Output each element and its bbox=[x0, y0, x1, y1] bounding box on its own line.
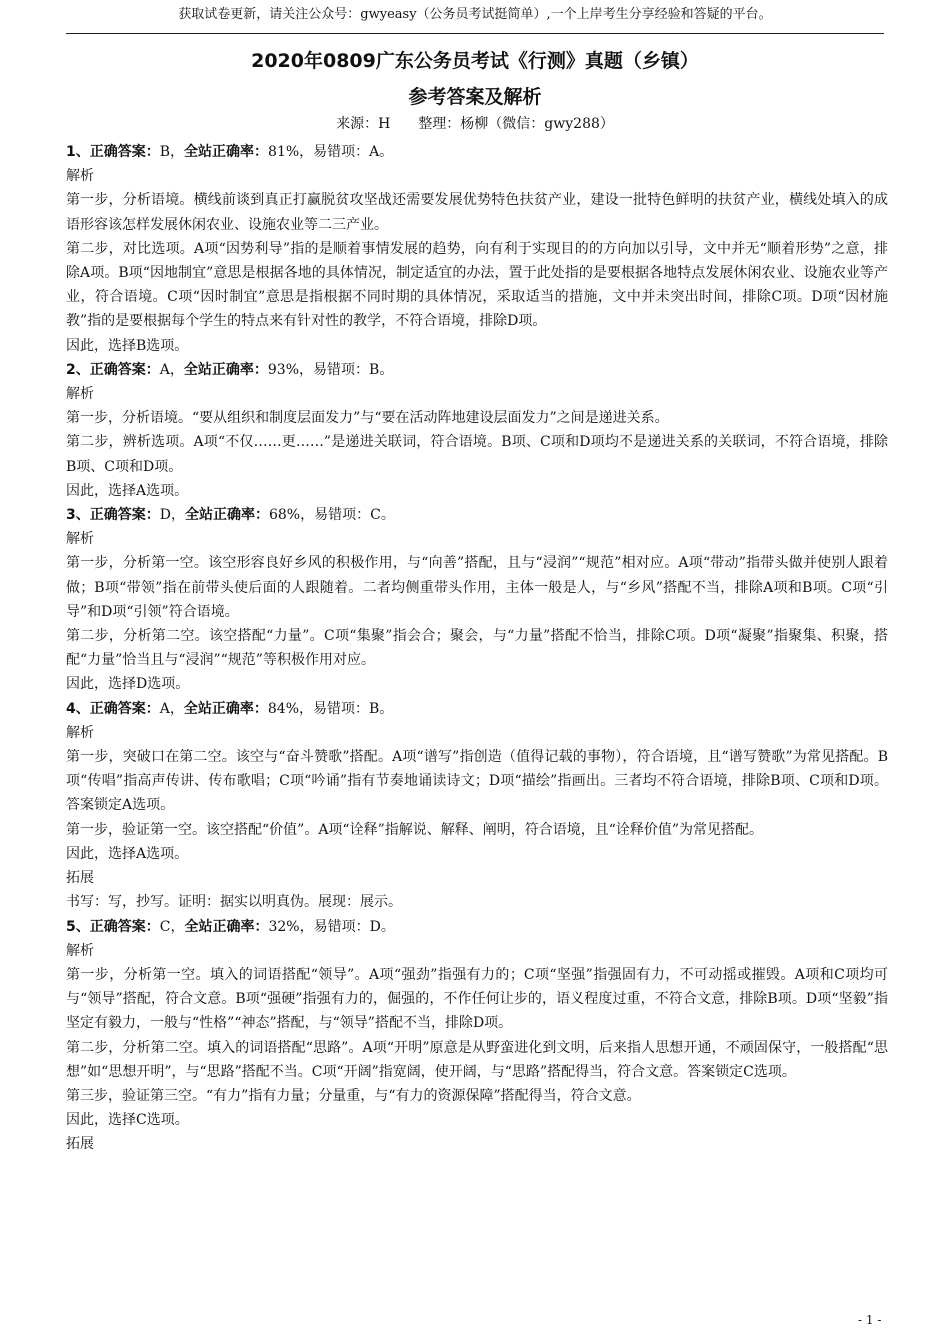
question-4-extension-text: 书写：写，抄写。证明：据实以明真伪。展现：展示。 bbox=[66, 894, 402, 911]
question-4-section-label: 解析 bbox=[66, 724, 94, 741]
source-line bbox=[0, 114, 950, 134]
question-3-answer-line: 3、正确答案：D，全站正确率：68%，易错项：C。 bbox=[66, 507, 395, 524]
question-3-paragraph: 第一步，分析第一空。该空形容良好乡风的积极作用，与“向善”搭配，且与“浸润”“规范”相对应。A项“带动”指带头做并使别人跟着做；B项“带领”指在前带头使后面的人跟随着。二者均侧重带头作用，主体一般是人，与“乡风”搭配不当，排除A项和B项。C项“引导”和D项“引领”符合语境。 bbox=[66, 555, 888, 620]
question-1-answer-line: 1、正确答案：B，全站正确率：81%，易错项：A。 bbox=[66, 144, 394, 160]
question-5-paragraph: 第二步，分析第二空。填入的词语搭配“思路”。A项“开明”原意是从野蛮进化到文明，后来指人思想开通，不顽固保守，一般搭配“思想”如“思想开明”，与“思路”搭配不当。C项“开阔”指宽阔，使开阔，与“思路”搭配得当，符合文意。答案锁定C选项。 bbox=[66, 1039, 888, 1080]
question-1-conclusion: 因此，选择B选项。 bbox=[66, 337, 189, 354]
header-note: 获取试卷更新，请关注公众号：gwyeasy（公务员考试挺简单）,一个上岸考生分享经验和答疑的平台。 bbox=[178, 7, 772, 22]
header-divider bbox=[66, 33, 884, 34]
answer-content bbox=[66, 140, 888, 1157]
question-4-answer-line: 4、正确答案：A，全站正确率：84%，易错项：B。 bbox=[66, 700, 394, 717]
source-text: 来源：H bbox=[336, 116, 391, 132]
question-4-extension-label: 拓展 bbox=[66, 870, 94, 887]
page-number: - 1 - bbox=[858, 1313, 882, 1327]
question-5-paragraph: 第三步，验证第三空。“有力”指有力量；分量重，与“有力的资源保障”搭配得当，符合文意。 bbox=[66, 1087, 641, 1104]
question-3-paragraph: 第二步，分析第二空。该空搭配“力量”。C项“集聚”指会合；聚会，与“力量”搭配不恰当，排除C项。D项“凝聚”指聚集、积聚，搭配“力量”恰当且与“浸润”“规范”等积极作用对应。 bbox=[66, 628, 888, 669]
question-5-paragraph: 第一步，分析第一空。填入的词语搭配“领导”。A项“强劲”指强有力的；C项“坚强”指强固有力，不可动摇或摧毁。A项和C项均可与“领导”搭配，符合文意。B项“强硬”指强有力的，倔强的，不作任何让步的，语义程度过重，不符合文意，排除B项。D项“坚毅”指坚定有毅力，一般与“性格”“神态”搭配，与“领导”搭配不当，排除D项。 bbox=[66, 966, 888, 1032]
question-5-section-label: 解析 bbox=[66, 942, 94, 959]
question-2-section-label: 解析 bbox=[66, 386, 94, 403]
question-5-conclusion: 因此，选择C选项。 bbox=[66, 1112, 189, 1129]
question-4-conclusion: 因此，选择A选项。 bbox=[66, 845, 189, 862]
question-2-paragraph: 第一步，分析语境。“要从组织和制度层面发力”与“要在活动阵地建设层面发力”之间是递进关系。 bbox=[66, 410, 669, 427]
question-4-paragraph: 第一步，突破口在第二空。该空与“奋斗赞歌”搭配。A项“谱写”指创造（值得记载的事物），符合语境，且“谱写赞歌”为常见搭配。B项“传唱”指高声传讲、传布歌唱；C项“吟诵”指有节奏地诵读诗文；D项“描绘”指画出。三者均不符合语境，排除B项、C项和D项。答案锁定A选项。 bbox=[66, 749, 888, 814]
question-5-answer-line: 5、正确答案：C，全站正确率：32%，易错项：D。 bbox=[66, 918, 395, 935]
question-3-section-label: 解析 bbox=[66, 531, 94, 548]
question-2-paragraph: 第二步，辨析选项。A项“不仅……更……”是递进关联词，符合语境。B项、C项和D项均不是递进关系的关联词，不符合语境，排除B项、C项和D项。 bbox=[66, 434, 888, 475]
question-2-answer-line: 2、正确答案：A，全站正确率：93%，易错项：B。 bbox=[66, 361, 394, 378]
document-title: 2020年0809广东公务员考试《行测》真题（乡镇） bbox=[251, 50, 699, 72]
question-1-section-label: 解析 bbox=[66, 168, 94, 185]
question-4-paragraph: 第一步，验证第一空。该空搭配“价值”。A项“诠释”指解说、解释、阐明，符合语境，且“诠释价值”为常见搭配。 bbox=[66, 821, 764, 838]
editor-text: 整理：杨柳（微信：gwy288） bbox=[418, 116, 614, 132]
question-1-paragraph: 第二步，对比选项。A项“因势利导”指的是顺着事情发展的趋势，向有利于实现目的的方向加以引导，文中并无“顺着形势”之意，排除A项。B项“因地制宜”意思是根据各地的具体情况，制定适宜的办法，置于此处指的是要根据各地特点发展休闲农业、设施农业等产业，符合语境。C项“因时制宜”意思是指根据不同时期的具体情况，采取适当的措施，文中并未突出时间，排除C项。D项“因材施教”指的是要根据每个学生的特点来有针对性的教学，不符合语境，排除D项。 bbox=[66, 240, 888, 330]
question-5-extension-label: 拓展 bbox=[66, 1136, 94, 1153]
question-1-paragraph: 第一步，分析语境。横线前谈到真正打赢脱贫攻坚战还需要发展优势特色扶贫产业，建设一批特色鲜明的扶贫产业，横线处填入的成语形容该怎样发展休闲农业、设施农业等二三产业。 bbox=[66, 192, 888, 233]
document-subtitle: 参考答案及解析 bbox=[408, 86, 542, 108]
question-2-conclusion: 因此，选择A选项。 bbox=[66, 482, 189, 499]
question-3-conclusion: 因此，选择D选项。 bbox=[66, 676, 190, 693]
